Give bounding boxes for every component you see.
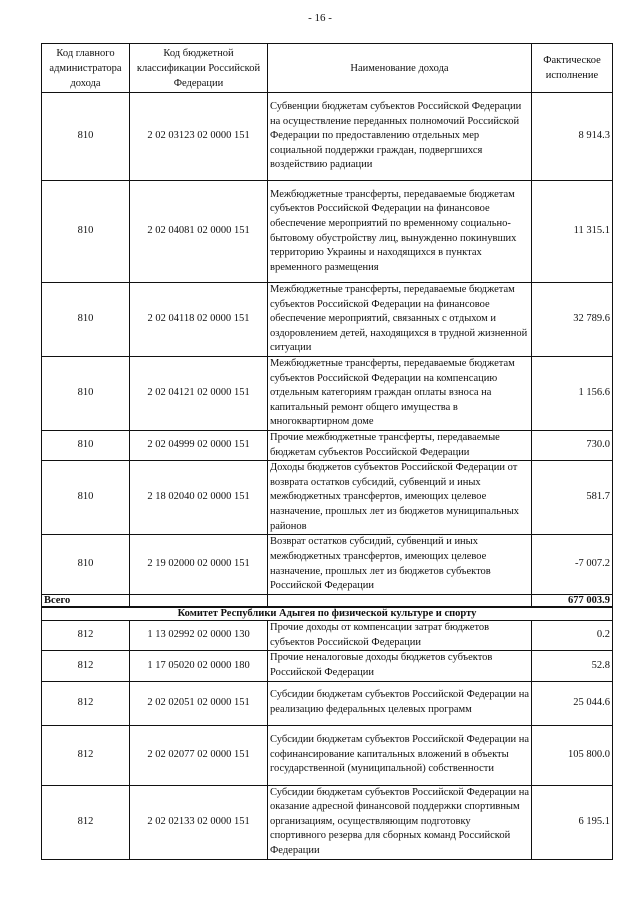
section-title: Комитет Республики Адыгея по физической культуре и спорту: [42, 607, 613, 621]
budget-code-cell: 1 13 02992 02 0000 130: [130, 621, 268, 651]
section-header-row: [42, 607, 613, 621]
amount-cell: 0.2: [532, 621, 613, 651]
table-row: [42, 430, 613, 460]
amount-cell: 52.8: [532, 651, 613, 681]
admin-code-cell: 810: [42, 181, 130, 283]
header-admin-code: Код главного администратора дохода: [42, 44, 130, 93]
amount-cell: -7 007.2: [532, 535, 613, 595]
total-amount: 677 003.9: [532, 595, 613, 608]
budget-code-cell: 2 02 04999 02 0000 151: [130, 430, 268, 460]
budget-code-cell: 2 18 02040 02 0000 151: [130, 461, 268, 535]
amount-cell: 25 044.6: [532, 681, 613, 725]
budget-code-cell: 2 02 04121 02 0000 151: [130, 356, 268, 430]
income-name-cell: Прочие доходы от компенсации затрат бюджетов субъектов Российской Федерации: [268, 621, 532, 651]
table-row: [42, 181, 613, 283]
admin-code-cell: 812: [42, 621, 130, 651]
admin-code-cell: 812: [42, 785, 130, 859]
admin-code-cell: 810: [42, 461, 130, 535]
table-row: [42, 681, 613, 725]
amount-cell: 8 914.3: [532, 93, 613, 181]
table-row: [42, 621, 613, 651]
income-name-cell: Субсидии бюджетам субъектов Российской Федерации на софинансирование капитальных вложений в объекты государственной (муниципальной) собственности: [268, 725, 532, 785]
amount-cell: 32 789.6: [532, 283, 613, 357]
income-table: [41, 43, 613, 860]
amount-cell: 730.0: [532, 430, 613, 460]
amount-cell: 11 315.1: [532, 181, 613, 283]
admin-code-cell: 810: [42, 356, 130, 430]
table-row: [42, 785, 613, 859]
budget-code-cell: 2 02 02077 02 0000 151: [130, 725, 268, 785]
total-label: Всего: [42, 595, 130, 608]
amount-cell: 105 800.0: [532, 725, 613, 785]
header-actual: Фактическое исполнение: [532, 44, 613, 93]
header-budget-code: Код бюджетной классификации Российской Федерации: [130, 44, 268, 93]
table-header-row: [42, 44, 613, 93]
income-name-cell: Доходы бюджетов субъектов Российской Федерации от возврата остатков субсидий, субвенций и иных межбюджетных трансфертов, имеющих целевое назначение, прошлых лет из бюджетов муниципальных районов: [268, 461, 532, 535]
table-row: [42, 535, 613, 595]
table-row: [42, 356, 613, 430]
admin-code-cell: 812: [42, 681, 130, 725]
amount-cell: 1 156.6: [532, 356, 613, 430]
income-name-cell: Межбюджетные трансферты, передаваемые бюджетам субъектов Российской Федерации на финансовое обеспечение мероприятий по временному социально-бытовому обустройству лиц, вынужденно покинувших территорию Украины и находящихся в пунктах временного размещения: [268, 181, 532, 283]
amount-cell: 581.7: [532, 461, 613, 535]
admin-code-cell: 810: [42, 430, 130, 460]
income-name-cell: Межбюджетные трансферты, передаваемые бюджетам субъектов Российской Федерации на компенсацию отдельным категориям граждан оплаты взноса на капитальный ремонт общего имущества в многоквартирном доме: [268, 356, 532, 430]
budget-code-cell: 1 17 05020 02 0000 180: [130, 651, 268, 681]
table-row: [42, 725, 613, 785]
amount-cell: 6 195.1: [532, 785, 613, 859]
table-row: [42, 461, 613, 535]
admin-code-cell: 812: [42, 725, 130, 785]
income-name-cell: Возврат остатков субсидий, субвенций и иных межбюджетных трансфертов, имеющих целевое назначение, прошлых лет из бюджетов субъектов Российской Федерации: [268, 535, 532, 595]
header-income-name: Наименование дохода: [268, 44, 532, 93]
budget-code-cell: 2 02 04081 02 0000 151: [130, 181, 268, 283]
income-name-cell: Прочие межбюджетные трансферты, передаваемые бюджетам субъектов Российской Федерации: [268, 430, 532, 460]
admin-code-cell: 810: [42, 535, 130, 595]
budget-code-cell: 2 02 02051 02 0000 151: [130, 681, 268, 725]
budget-code-cell: 2 02 02133 02 0000 151: [130, 785, 268, 859]
budget-code-cell: 2 19 02000 02 0000 151: [130, 535, 268, 595]
table-row: [42, 283, 613, 357]
admin-code-cell: 810: [42, 283, 130, 357]
budget-code-cell: 2 02 04118 02 0000 151: [130, 283, 268, 357]
income-name-cell: Субвенции бюджетам субъектов Российской Федерации на осуществление переданных полномочий Российской Федерации по предоставлению отдельных мер социальной поддержки граждан, подвергшихся воздействию радиации: [268, 93, 532, 181]
budget-code-cell: 2 02 03123 02 0000 151: [130, 93, 268, 181]
income-name-cell: Субсидии бюджетам субъектов Российской Федерации на реализацию федеральных целевых программ: [268, 681, 532, 725]
table-row: [42, 93, 613, 181]
income-name-cell: Субсидии бюджетам субъектов Российской Федерации на оказание адресной финансовой поддержки спортивным организациям, осуществляющим подготовку спортивного резерва для сборных команд Российской Федерации: [268, 785, 532, 859]
table-row: [42, 651, 613, 681]
page-number: - 16 -: [308, 12, 332, 24]
admin-code-cell: 810: [42, 93, 130, 181]
income-name-cell: Межбюджетные трансферты, передаваемые бюджетам субъектов Российской Федерации на финансовое обеспечение мероприятий, связанных с отдыхом и оздоровлением детей, находящихся в трудной жизненной ситуации: [268, 283, 532, 357]
total-row: [42, 595, 613, 608]
admin-code-cell: 812: [42, 651, 130, 681]
income-name-cell: Прочие неналоговые доходы бюджетов субъектов Российской Федерации: [268, 651, 532, 681]
